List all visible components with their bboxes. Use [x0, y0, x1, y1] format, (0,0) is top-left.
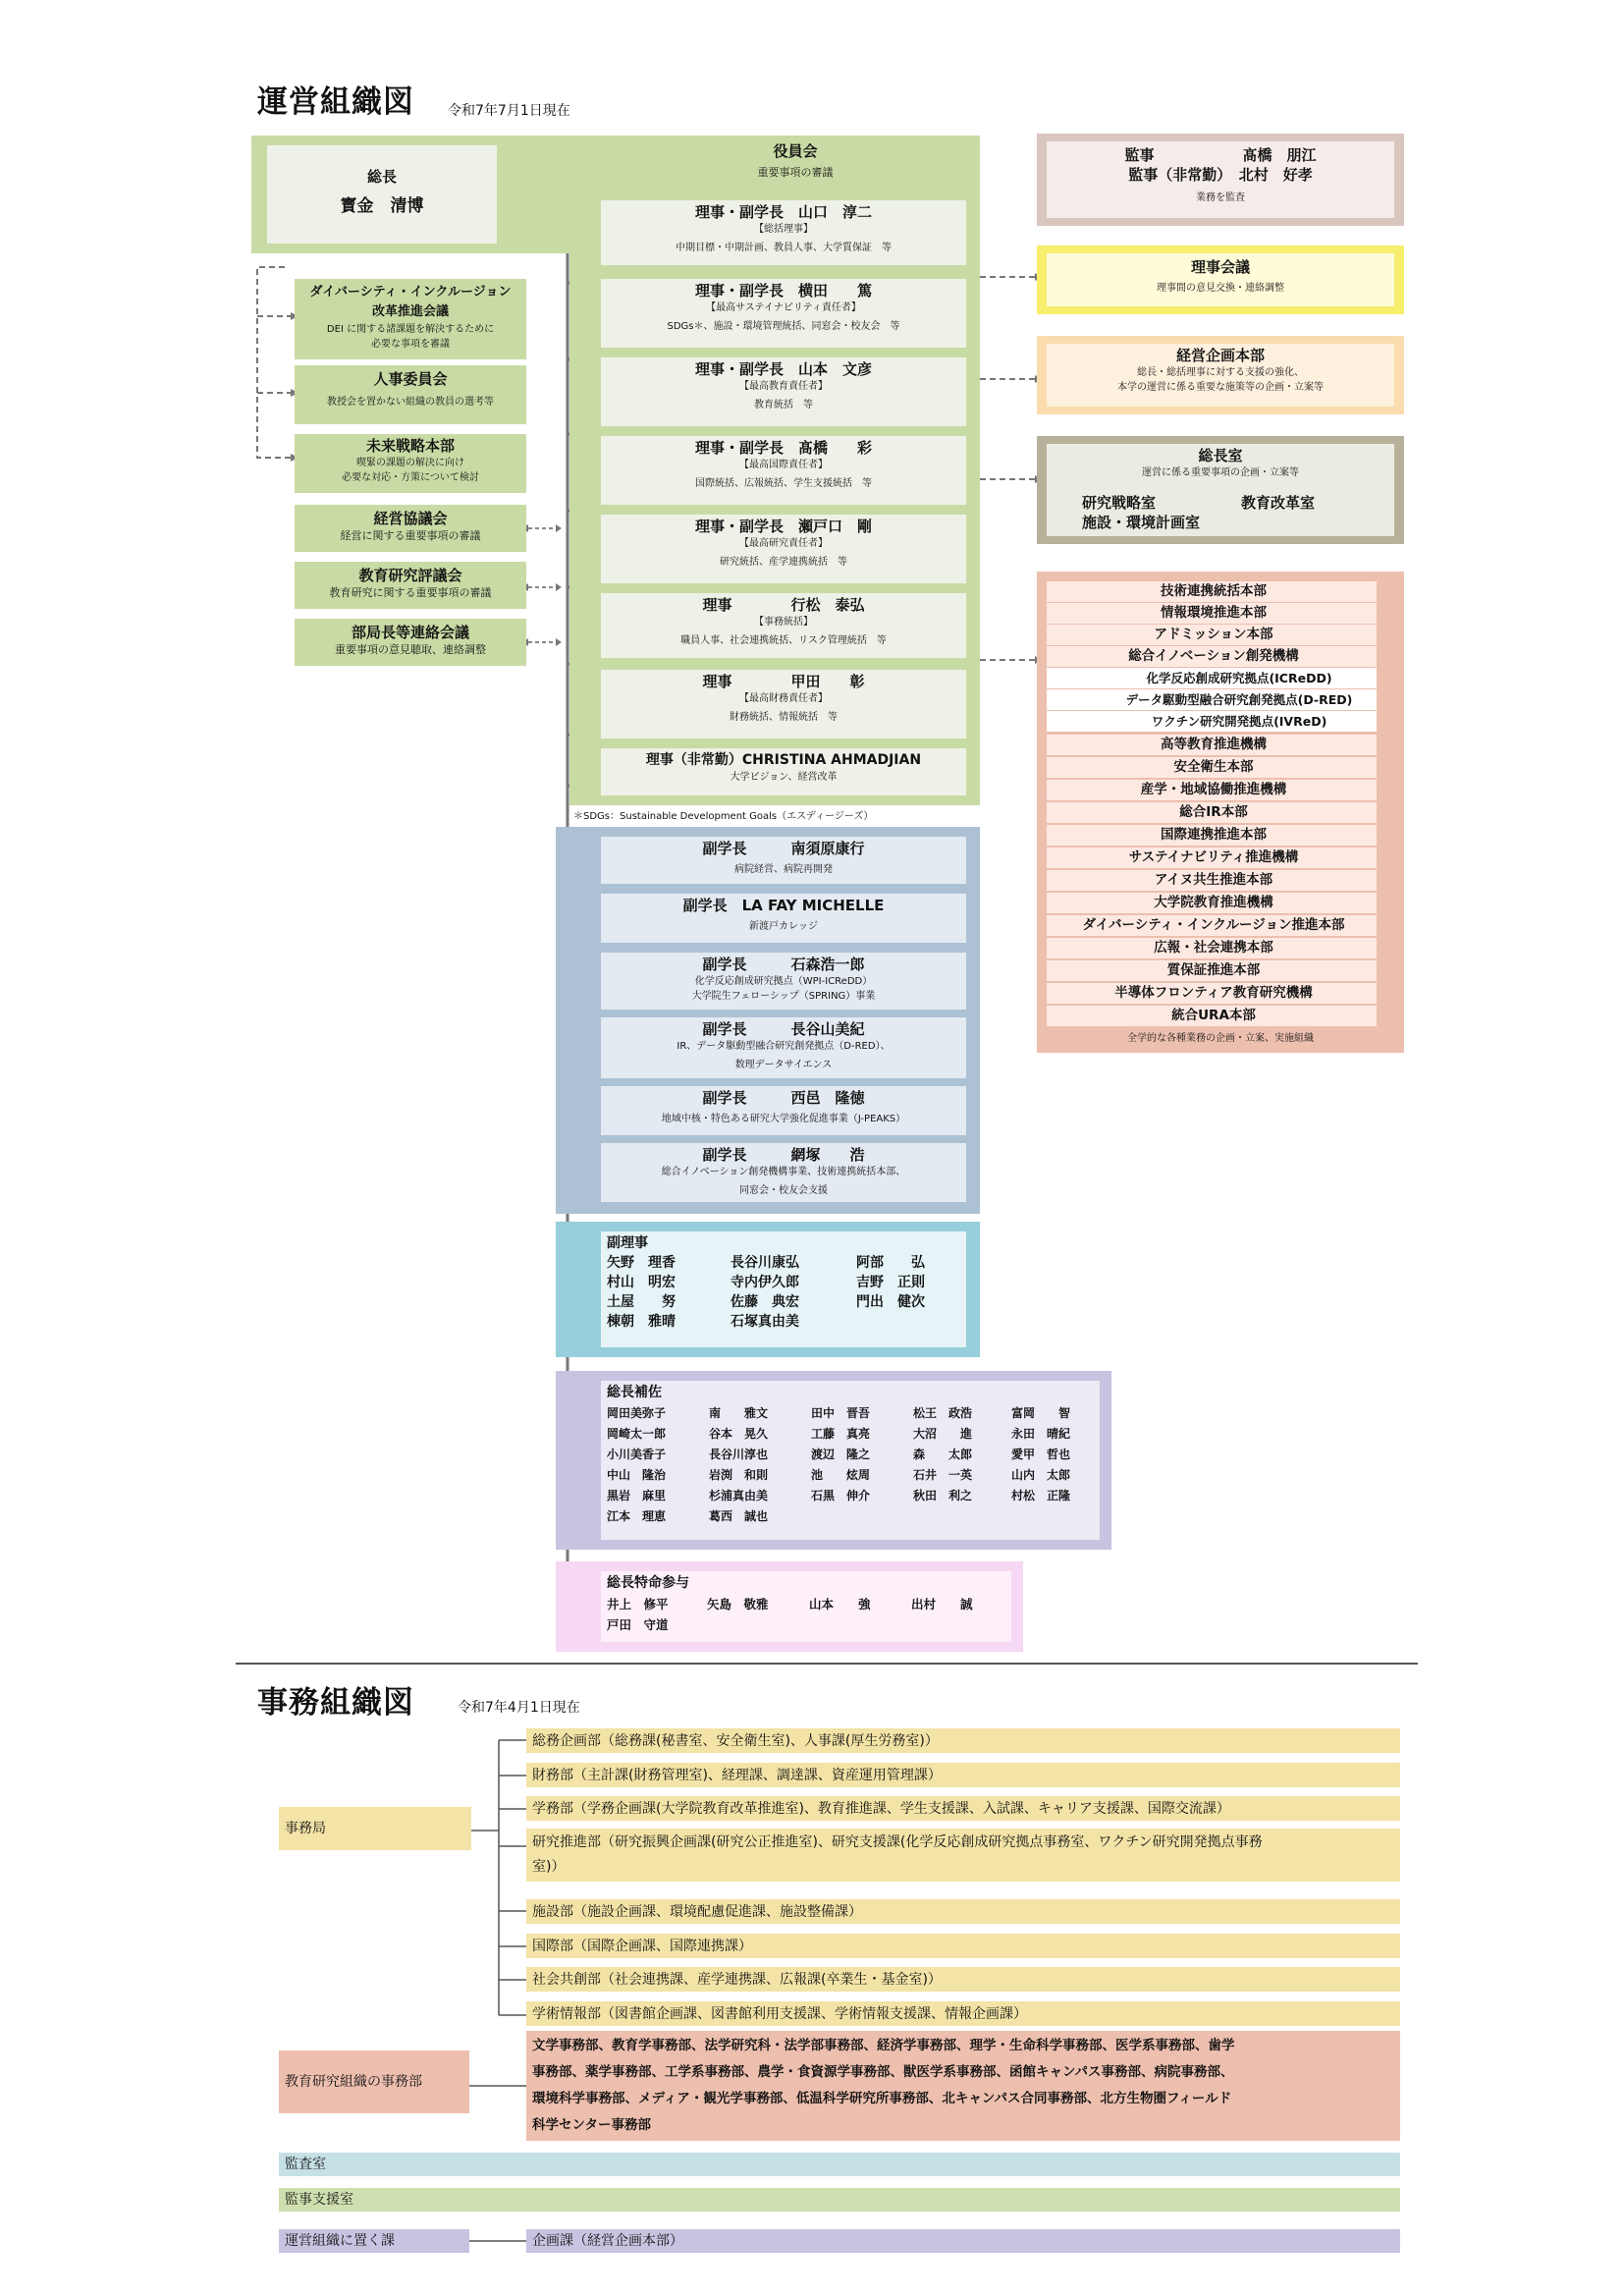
committee-education-research: [295, 562, 526, 609]
assistant-person: 渡辺 隆之: [811, 1448, 871, 1461]
org-chart-date: 令和7年7月1日現在: [448, 103, 570, 119]
director-box: [601, 279, 966, 348]
vp-name: 副学長 南須原康行: [702, 840, 865, 857]
director-name: 理事・副学長 横田 篤: [694, 282, 872, 300]
org-chart-title: 運営組織図: [257, 84, 414, 120]
assistant-person: 石井 一英: [913, 1468, 973, 1482]
director-name: 理事 行松 泰弘: [702, 596, 865, 614]
board-desc: 重要事項の審議: [757, 166, 834, 179]
director-role: 【事務統括】: [754, 617, 813, 628]
assistant-person: 岩渕 和則: [709, 1468, 769, 1482]
advisor-row: [607, 1594, 1005, 1614]
director-name: 理事（非常勤）CHRISTINA AHMADJIAN: [645, 752, 922, 768]
committee-desc: 重要事項の意見聴取、連絡調整: [335, 643, 486, 656]
unit-item: 産学・地域協働推進機構: [1047, 780, 1377, 800]
director-role: 【最高教育責任者】: [739, 381, 828, 392]
vp-desc: 総合イノベーション創発機構事業、技術連携統括本部、: [661, 1167, 906, 1177]
unit-item: 国際連携推進本部: [1047, 825, 1377, 846]
vp-desc-2: 大学院生フェローシップ（SPRING）事業: [691, 991, 876, 1002]
unit-item: 半導体フロンティア教育研究機構: [1047, 983, 1377, 1004]
assistants-area: [556, 1371, 1111, 1550]
vp-name: 副学長 西邑 隆徳: [702, 1089, 865, 1107]
edu-line: 事務部、薬学事務部、工学系事務部、農学・食資源学事務部、獣医学系事務部、函館キャンパス事務部、病院事務部、: [532, 2064, 1234, 2080]
unit-item: アイヌ共生推進本部: [1047, 870, 1377, 891]
committee-desc: DEI に関する諸課題を解決するために: [326, 324, 495, 335]
assistant-person: 山内 太郎: [1011, 1468, 1071, 1482]
assistant-person: 大沼 進: [913, 1427, 973, 1441]
edu-office-label: 教育研究組織の事務部: [279, 2050, 469, 2113]
assistant-person: 中山 隆治: [607, 1468, 667, 1482]
board-meeting-desc: 理事間の意見交換・連絡調整: [1157, 283, 1284, 294]
committee-title: 人事委員会: [373, 370, 448, 388]
office-item: 施設・環境計画室: [1082, 514, 1201, 531]
assistant-person: 江本 理恵: [607, 1509, 667, 1523]
assistant-person: 黒岩 麻里: [607, 1489, 667, 1503]
university-units-box: [1037, 572, 1404, 1053]
director-desc: 財務統括、情報統括 等: [730, 712, 838, 723]
assistant-person: 小川美香子: [607, 1448, 667, 1461]
unit-item: 広報・社会連携本部: [1047, 938, 1377, 958]
assistant-person: 南 雅文: [709, 1406, 769, 1420]
director-box: [601, 670, 966, 738]
unit-item: 総合イノベーション創発機構: [1047, 646, 1377, 667]
vp-name: 副学長 網塚 浩: [702, 1146, 865, 1164]
assistant-person: 岡崎太一郎: [607, 1427, 667, 1441]
director-box: [601, 357, 966, 426]
vp-name: 副学長 LA FAY MICHELLE: [682, 897, 885, 914]
unit-item: 総合IR本部: [1047, 802, 1377, 823]
unit-sub-item: データ駆動型融合研究創発拠点(D-RED): [1047, 689, 1377, 710]
secretariat-dept: 学務部（学務企画課(大学院教育改革推進室)、教育推進課、学生支援課、入試課、キャリア支援課、国際交流課）: [526, 1796, 1400, 1821]
assistant-person: 愛甲 哲也: [1011, 1448, 1071, 1461]
deputy-row: [607, 1273, 960, 1292]
committee-title: ダイバーシティ・インクルージョン: [309, 285, 512, 300]
advisor-person: 戸田 守道: [607, 1617, 669, 1632]
unit-sub-item: 化学反応創成研究拠点(ICReDD): [1047, 668, 1377, 688]
director-box: [601, 515, 966, 583]
assistant-person: 村松 正隆: [1011, 1489, 1071, 1503]
deputy-row: [607, 1312, 960, 1332]
deputy-person: 佐藤 典宏: [731, 1294, 799, 1310]
director-desc: SDGs＊、施設・環境管理統括、同窓会・校友会 等: [667, 321, 900, 332]
edu-line: 科学センター事務部: [532, 2117, 651, 2133]
deputy-person: 村山 明宏: [607, 1275, 676, 1290]
office-item: 教育改革室: [1241, 494, 1316, 512]
director-desc: 国際統括、広報統括、学生支援統括 等: [695, 478, 872, 489]
director-role: 【最高財務責任者】: [739, 693, 828, 704]
unit-item: 安全衛生本部: [1047, 757, 1377, 778]
director-name: 理事・副学長 髙橋 彩: [694, 439, 872, 457]
board-meeting-title: 理事会議: [1190, 258, 1250, 276]
deputy-person: 棟朝 雅晴: [607, 1314, 676, 1330]
committee-dei: [295, 279, 526, 359]
director-desc: 教育統括 等: [754, 400, 813, 410]
director-role: 【総括理事】: [754, 224, 813, 235]
auditor-line: 監事 髙橋 朋江: [1124, 146, 1317, 164]
vp-name: 副学長 石森浩一郎: [702, 956, 865, 973]
deputy-row: [607, 1292, 960, 1312]
assistant-person: 石黒 伸介: [811, 1489, 871, 1503]
unit-item: アドミッション本部: [1047, 625, 1377, 645]
vice-president-box: [601, 894, 966, 943]
deputy-person: 門出 健次: [856, 1294, 925, 1310]
president-name: 寳金 清博: [340, 196, 424, 216]
edu-line: 文学事務部、教育学事務部、法学研究科・法学部事務部、経済学事務部、理学・生命科学事務部、医学系事務部、歯学: [532, 2038, 1235, 2053]
committee-title: 部局長等連絡会議: [351, 624, 469, 641]
assistant-row: [607, 1403, 1094, 1424]
audit-office: 監査室: [279, 2153, 1400, 2176]
deputy-row: [607, 1253, 960, 1273]
director-box: [601, 436, 966, 505]
advisor-row: [607, 1614, 1005, 1635]
director-box: [601, 593, 966, 658]
secretariat-dept: 総務企画部（総務課(秘書室、安全衛生室)、人事課(厚生労務室)）: [526, 1728, 1400, 1753]
vp-desc: 地域中核・特色ある研究大学強化促進事業（J-PEAKS）: [661, 1114, 906, 1124]
assistant-person: 工藤 真亮: [811, 1427, 871, 1441]
unit-item: 技術連携統括本部: [1047, 581, 1377, 602]
director-desc: 研究統括、産学連携統括 等: [720, 557, 847, 568]
director-desc: 中期目標・中期計画、教員人事、大学質保証 等: [676, 243, 892, 253]
assistant-person: 長谷川淳也: [709, 1448, 769, 1461]
assistant-person: 松王 政浩: [913, 1406, 973, 1420]
advisor-person: 矢島 敬雅: [707, 1597, 769, 1612]
strategy-desc: 総長・総括理事に対する支援の強化、: [1137, 367, 1304, 378]
secretariat-label: 事務局: [279, 1807, 471, 1850]
director-name: 理事 甲田 彰: [702, 673, 865, 690]
committee-title: 未来戦略本部: [365, 437, 455, 455]
unit-item: 情報環境推進本部: [1047, 603, 1377, 624]
vp-name: 副学長 長谷山美紀: [702, 1020, 865, 1038]
secretariat-dept: [526, 1829, 1400, 1882]
deputy-person: 阿部 弘: [856, 1255, 925, 1271]
admin-chart-title: 事務組織図: [257, 1685, 414, 1721]
vp-desc-2: 同窓会・校友会支援: [739, 1185, 828, 1196]
president-title: 総長: [366, 168, 397, 186]
committee-personnel: [295, 365, 526, 424]
strategy-desc-2: 本学の運営に係る重要な施策等の企画・立案等: [1117, 382, 1324, 393]
vice-president-box: [601, 837, 966, 884]
edu-line: 環境科学事務部、メディア・観光学事務部、低温科学研究所事務部、北キャンパス合同事務部、北方生物圏フィールド: [532, 2091, 1232, 2106]
advisor-person: 山本 強: [809, 1597, 871, 1612]
committee-future-strategy: [295, 434, 526, 493]
special-advisors-area: [556, 1561, 1023, 1652]
unit-item: ダイバーシティ・インクルージョン推進本部: [1047, 915, 1377, 936]
office-item: 研究戦略室: [1082, 494, 1157, 512]
deputy-person: 長谷川康弘: [731, 1255, 799, 1271]
deputy-person: 矢野 理香: [607, 1255, 676, 1271]
president-office-box: [1037, 436, 1404, 544]
deputy-person: 吉野 正則: [856, 1275, 925, 1290]
assistant-person: 葛西 誠也: [709, 1509, 769, 1523]
board-title: 役員会: [773, 142, 818, 160]
assistants-title: 総長補佐: [607, 1385, 662, 1400]
dept-line: 研究推進部（研究振興企画課(研究公正推進室)、研究支援課(化学反応創成研究拠点事務室、ワクチン研究開発拠点事務: [532, 1834, 1263, 1850]
committee-desc: 教授会を置かない組織の教員の選考等: [327, 397, 494, 408]
secretariat-dept: 財務部（主計課(財務管理室)、経理課、調達課、資産運用管理課）: [526, 1763, 1400, 1787]
deputy-directors-area: [556, 1222, 980, 1357]
mgmt-section-label: 運営組織に置く課: [279, 2229, 469, 2253]
sdgs-note: ＊SDGs：Sustainable Development Goals（エスディージーズ）: [573, 811, 874, 822]
assistant-person: 池 炫周: [811, 1468, 871, 1482]
committee-management: [295, 505, 526, 552]
director-role: 【最高サステイナビリティ責任者】: [706, 302, 861, 313]
director-role: 【最高国際責任者】: [739, 460, 828, 470]
director-name: 理事・副学長 山口 淳二: [694, 203, 872, 221]
auditors-box: [1037, 134, 1404, 226]
secretariat-dept: 学術情報部（図書館企画課、図書館利用支援課、学術情報支援課、情報企画課）: [526, 2001, 1400, 2026]
president-box: [267, 145, 497, 244]
unit-item: 高等教育推進機構: [1047, 735, 1377, 755]
vp-desc: 化学反応創成研究拠点（WPI-ICReDD）: [694, 976, 873, 987]
director-name: 理事・副学長 瀬戸口 剛: [694, 518, 872, 535]
vp-desc-2: 数理データサイエンス: [734, 1060, 833, 1070]
assistant-person: 森 太郎: [913, 1448, 973, 1461]
vp-desc: 新渡戸カレッジ: [749, 921, 818, 932]
advisor-person: 井上 修平: [607, 1597, 669, 1612]
committee-title: 経営協議会: [373, 510, 448, 527]
assistant-row: [607, 1506, 1094, 1527]
unit-item: 統合URA本部: [1047, 1006, 1377, 1026]
deputy-title: 副理事: [607, 1235, 648, 1251]
director-box: [601, 748, 966, 795]
deputy-person: 寺内伊久郎: [731, 1275, 799, 1290]
assistant-person: 岡田美弥子: [607, 1406, 667, 1420]
committee-desc: 喫緊の課題の解決に向け: [356, 458, 464, 468]
director-desc: 職員人事、社会連携統括、リスク管理統括 等: [680, 635, 887, 646]
committee-desc: 教育研究に関する重要事項の審議: [329, 586, 492, 599]
mgmt-section-item: 企画課（経営企画本部）: [526, 2229, 1400, 2253]
unit-item: 大学院教育推進機構: [1047, 893, 1377, 913]
assistant-row: [607, 1486, 1094, 1506]
assistant-person: 秋田 利之: [913, 1489, 973, 1503]
unit-item: サステイナビリティ推進機構: [1047, 847, 1377, 868]
secretariat-dept: 国際部（国際企画課、国際連携課）: [526, 1934, 1400, 1958]
strategy-box: [1037, 336, 1404, 414]
vp-desc: 病院経営、病院再開発: [734, 864, 833, 875]
auditors-desc: 業務を監査: [1196, 192, 1245, 203]
committee-desc-2: 必要な事項を審議: [371, 339, 450, 350]
admin-chart-date: 令和7年4月1日現在: [458, 1700, 580, 1716]
secretariat-dept: 社会共創部（社会連携課、産学連携課、広報課(卒業生・基金室)）: [526, 1967, 1400, 1992]
deputy-person: 石塚真由美: [731, 1314, 799, 1330]
dept-line: 室)）: [532, 1859, 566, 1875]
committee-title-2: 改革推進会議: [371, 304, 449, 319]
director-desc: 大学ビジョン、経営改革: [730, 772, 838, 783]
board-meeting-box: [1037, 246, 1404, 314]
vp-desc: IR、データ駆動型融合研究創発拠点（D-RED）、: [677, 1041, 891, 1052]
vice-president-box: [601, 1086, 966, 1135]
director-box: [601, 200, 966, 265]
director-role: 【最高研究責任者】: [739, 538, 828, 549]
office-title: 総長室: [1198, 447, 1243, 465]
units-footer: 全学的な各種業務の企画・立案、実施組織: [1127, 1033, 1314, 1044]
special-advisors-title: 総長特命参与: [607, 1575, 689, 1591]
office-desc: 運営に係る重要事項の企画・立案等: [1142, 467, 1299, 478]
deputy-person: 土屋 努: [607, 1294, 676, 1310]
unit-item: 質保証推進本部: [1047, 960, 1377, 981]
assistant-person: 富岡 智: [1011, 1406, 1071, 1420]
vice-president-box: [601, 953, 966, 1010]
unit-sub-item: ワクチン研究開発拠点(IVReD): [1047, 711, 1377, 732]
assistant-person: 谷本 晃久: [709, 1427, 769, 1441]
committee-dean-liaison: [295, 619, 526, 666]
director-name: 理事・副学長 山本 文彦: [694, 360, 872, 378]
committee-desc-2: 必要な対応・方策について検討: [342, 472, 479, 483]
vice-president-box: [601, 1143, 966, 1202]
assistant-row: [607, 1465, 1094, 1486]
audit-support-office: 監事支援室: [279, 2188, 1400, 2212]
advisor-person: 出村 誠: [911, 1597, 973, 1612]
assistant-person: 田中 晋吾: [811, 1406, 871, 1420]
auditor-line: 監事（非常勤） 北村 好孝: [1128, 166, 1313, 184]
assistant-person: 永田 晴紀: [1011, 1427, 1071, 1441]
committee-desc: 経営に関する重要事項の審議: [340, 529, 481, 542]
committee-title: 教育研究評議会: [358, 567, 462, 584]
edu-office-list: [526, 2031, 1400, 2141]
vice-president-box: [601, 1017, 966, 1078]
assistant-row: [607, 1445, 1094, 1465]
assistant-row: [607, 1424, 1094, 1445]
strategy-title: 経営企画本部: [1175, 347, 1265, 364]
secretariat-dept: 施設部（施設企画課、環境配慮促進課、施設整備課）: [526, 1899, 1400, 1924]
assistant-person: 杉浦真由美: [709, 1489, 769, 1503]
